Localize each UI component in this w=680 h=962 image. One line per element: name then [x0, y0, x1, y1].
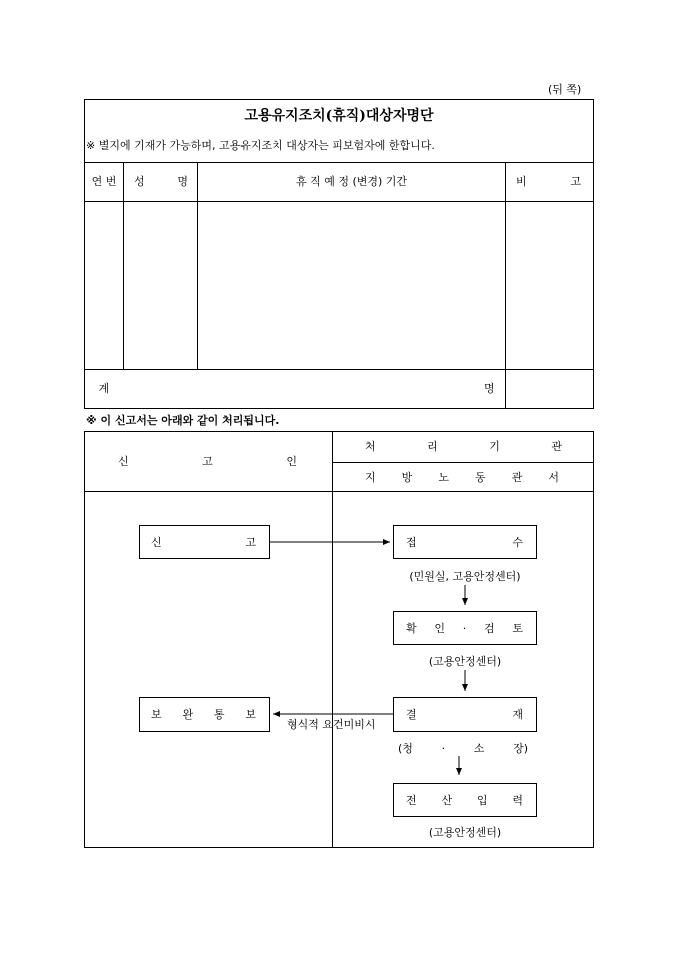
column-header-period: 휴 직 예 정 (변경) 기간 — [295, 175, 408, 188]
total-label: 계 — [98, 382, 110, 395]
step-data-entry-sub: (고용안정센터) — [428, 826, 502, 839]
form-note: ※ 별지에 기재가 가능하며, 고용유지조치 대상자는 피보험자에 한합니다. — [86, 139, 435, 152]
column-header-name: 성 명 — [134, 175, 188, 188]
page-side-label: (뒤 쪽) — [548, 83, 582, 96]
column-header-number: 연 번 — [91, 175, 117, 188]
step-review-sub: (고용안정센터) — [428, 655, 502, 668]
process-note: ※ 이 신고서는 아래와 같이 처리됩니다. — [86, 414, 280, 427]
step-receipt-sub: (민원실, 고용안정센터) — [409, 570, 521, 583]
step-approval-sub: (청 · 소 장) — [398, 742, 528, 755]
handler-sub-header: 지 방 노 동 관 서 — [365, 471, 559, 484]
applicant-header: 신 고 인 — [118, 455, 297, 468]
report-box: 신 고 — [139, 525, 270, 559]
step-data-entry-box: 전 산 입 력 — [393, 783, 537, 817]
total-unit: 명 — [484, 382, 495, 395]
supplement-notice-box: 보 완 통 보 — [139, 697, 270, 732]
step-approval-box: 결 재 — [393, 697, 537, 732]
step-review-box: 확 인 · 검 토 — [393, 611, 537, 645]
step-receipt-box: 접 수 — [393, 525, 537, 559]
handler-header: 처 리 기 관 — [365, 440, 562, 453]
form-title: 고용유지조치(휴직)대상자명단 — [244, 108, 434, 124]
column-header-remarks: 비 고 — [516, 175, 581, 188]
defect-label: 형식적 요건미비시 — [287, 718, 376, 731]
